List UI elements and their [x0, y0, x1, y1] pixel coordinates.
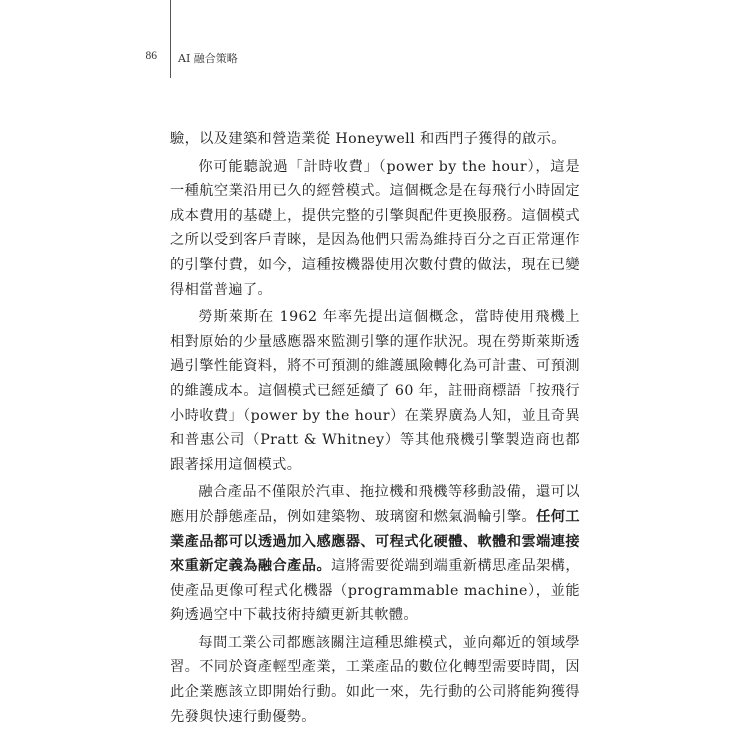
paragraph-bold-text: 任何工業產品都可以透過加入感應器、可程式化硬體、軟體和雲端連接來重新定義為融合產品。 — [170, 508, 580, 575]
paragraph — [170, 305, 580, 477]
paragraph — [170, 480, 580, 628]
paragraph-text: 你可能聽說過「計時收費」（power by the hour），這是一種航空業沿用已久的經營模式。這個概念是在每飛行小時固定成本費用的基礎上，提供完整的引擎與配件更換服務。這個模式之所以受到客戶青睞，是因為他們只需為維持百分之百正常運作的引擎付費，如今，這種按機器使用次數付費的做法，現在已變得相當普遍了。 — [170, 158, 580, 298]
running-head: AI 融合策略 — [178, 52, 238, 65]
paragraph-text: 融合產品不僅限於汽車、拖拉機和飛機等移動設備，還可以應用於靜態產品，例如建築物、玻璃窗和燃氣渦輪引擎。 — [170, 484, 580, 525]
paragraph — [170, 155, 580, 303]
paragraph-text: 驗，以及建築和營造業從 Honeywell 和西門子獲得的啟示。 — [170, 131, 566, 147]
paragraph-text: 每間工業公司都應該關注這種思維模式，並向鄰近的領域學習。不同於資產輕型產業，工業產品的數位化轉型需要時間，因此企業應該立即開始行動。如此一來，先行動的公司將能夠獲得先發與快速行動優勢。 — [170, 634, 580, 725]
paragraph-continued — [170, 127, 580, 152]
paragraph-text: 這將需要從端到端重新構思產品架構，使產品更像可程式化機器（programmable machine），並能夠透過空中下載技術持續更新其軟體。 — [170, 558, 580, 624]
body-text — [170, 127, 580, 729]
page-header — [0, 50, 750, 68]
paragraph-text: 勞斯萊斯在 1962 年率先提出這個概念，當時使用飛機上相對原始的少量感應器來監測引擎的運作狀況。現在勞斯萊斯透過引擎性能資料，將不可預測的維護風險轉化為可計畫、可預測的維護成本。這個模式已經延續了 60 年，註冊商標語「按飛行小時收費」（power by the hour）在業界廣為人知，並且奇異和普惠公司（Pratt & Whitney）等其他飛機引擎製造商也都跟著採用這個模式。 — [170, 309, 580, 473]
paragraph — [170, 631, 580, 729]
page-number: 86 — [145, 50, 157, 62]
